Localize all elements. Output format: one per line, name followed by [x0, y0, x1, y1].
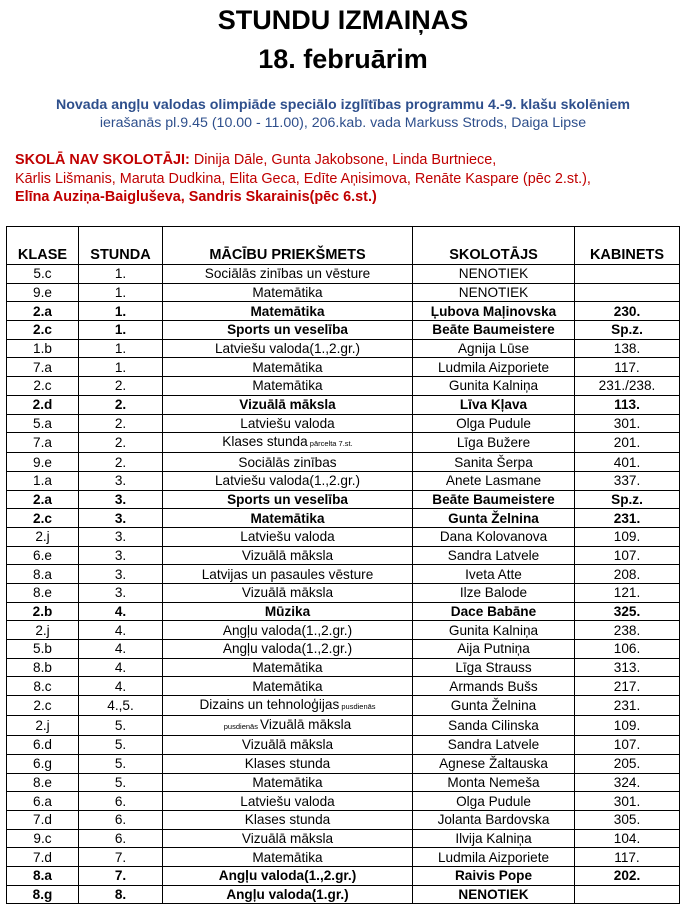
cell-klase: 1.b — [7, 339, 79, 358]
cell-subject — [163, 716, 413, 736]
cell-room: 113. — [575, 395, 680, 414]
table-row — [7, 395, 680, 414]
cell-room: 217. — [575, 677, 680, 696]
subject-name: Sociālās zinības — [238, 454, 337, 470]
cell-room: 121. — [575, 584, 680, 603]
cell-subject — [163, 565, 413, 584]
subject-name: Matemātika — [252, 378, 323, 394]
table-row — [7, 602, 680, 621]
cell-subject — [163, 810, 413, 829]
table-row — [7, 302, 680, 321]
cell-stunda: 5. — [79, 716, 163, 736]
cell-klase: 8.b — [7, 658, 79, 677]
cell-room: 305. — [575, 810, 680, 829]
cell-klase: 2.d — [7, 395, 79, 414]
subject-name: Matemātika — [250, 303, 325, 319]
subject-name: Matemātika — [252, 285, 323, 301]
cell-klase: 8.a — [7, 866, 79, 885]
header-teacher: SKOLOTĀJS — [413, 227, 575, 265]
cell-stunda: 3. — [79, 509, 163, 528]
subject-name: Mūzika — [264, 604, 311, 620]
cell-stunda: 5. — [79, 773, 163, 792]
cell-room: 324. — [575, 773, 680, 792]
cell-klase: 8.e — [7, 584, 79, 603]
cell-teacher: Ludmila Aizporiete — [413, 358, 575, 377]
cell-subject — [163, 848, 413, 867]
subject-name: Sports un veselība — [227, 322, 348, 338]
cell-klase: 5.b — [7, 640, 79, 659]
cell-klase: 6.a — [7, 792, 79, 811]
cell-klase: 7.d — [7, 810, 79, 829]
subject-name: Latviešu valoda(1.,2.gr.) — [214, 473, 361, 489]
cell-stunda: 3. — [79, 490, 163, 509]
cell-klase: 6.d — [7, 736, 79, 755]
cell-teacher: Dace Babāne — [413, 602, 575, 621]
cell-teacher: Gunta Želnina — [413, 509, 575, 528]
cell-room: 313. — [575, 658, 680, 677]
cell-stunda: 1. — [79, 321, 163, 340]
table-row — [7, 716, 680, 736]
cell-teacher: Beāte Baumeistere — [413, 321, 575, 340]
cell-subject — [163, 358, 413, 377]
cell-room: 230. — [575, 302, 680, 321]
cell-klase: 8.c — [7, 677, 79, 696]
cell-teacher: NENOTIEK — [413, 265, 575, 284]
cell-room: 109. — [575, 527, 680, 546]
cell-klase: 9.c — [7, 829, 79, 848]
cell-room: 325. — [575, 602, 680, 621]
subject-name: Matemātika — [252, 849, 323, 865]
cell-stunda: 4. — [79, 602, 163, 621]
cell-subject — [163, 602, 413, 621]
table-row — [7, 565, 680, 584]
page-date: 18. februārim — [258, 44, 428, 74]
cell-room: 337. — [575, 471, 680, 490]
cell-klase: 2.c — [7, 509, 79, 528]
cell-klase: 9.e — [7, 283, 79, 302]
cell-teacher: Ļubova Maļinovska — [413, 302, 575, 321]
cell-subject — [163, 339, 413, 358]
cell-teacher: Ilze Balode — [413, 584, 575, 603]
absent-teachers — [15, 151, 680, 207]
cell-subject — [163, 640, 413, 659]
subject-name: Vizuālā māksla — [239, 397, 336, 413]
cell-subject — [163, 829, 413, 848]
cell-stunda: 5. — [79, 736, 163, 755]
cell-subject — [163, 546, 413, 565]
table-row — [7, 810, 680, 829]
cell-room: 205. — [575, 754, 680, 773]
cell-klase: 2.j — [7, 621, 79, 640]
cell-room: 301. — [575, 792, 680, 811]
cell-teacher: Jolanta Bardovska — [413, 810, 575, 829]
cell-stunda: 2. — [79, 433, 163, 453]
cell-teacher: Agnija Lūse — [413, 339, 575, 358]
cell-stunda: 3. — [79, 584, 163, 603]
cell-stunda: 2. — [79, 453, 163, 472]
cell-subject — [163, 658, 413, 677]
subject-name: Vizuālā māksla — [241, 547, 334, 563]
cell-subject — [163, 377, 413, 396]
header-stunda: STUNDA — [79, 227, 163, 265]
cell-room: Sp.z. — [575, 321, 680, 340]
table-row — [7, 527, 680, 546]
table-row — [7, 736, 680, 755]
subject-note: pārcelta 7.st. — [307, 439, 353, 449]
cell-stunda: 1. — [79, 265, 163, 284]
header-klase: KLASE — [7, 227, 79, 265]
cell-teacher: Beāte Baumeistere — [413, 490, 575, 509]
subject-name: Dizains un tehnoloģijas — [199, 697, 340, 713]
subject-name: Klases stunda — [222, 434, 308, 450]
cell-room: 231. — [575, 509, 680, 528]
cell-stunda: 1. — [79, 302, 163, 321]
cell-subject — [163, 453, 413, 472]
cell-stunda: 4.,5. — [79, 696, 163, 716]
cell-room: 238. — [575, 621, 680, 640]
table-row — [7, 829, 680, 848]
cell-subject — [163, 302, 413, 321]
cell-stunda: 1. — [79, 358, 163, 377]
cell-room — [575, 885, 680, 904]
cell-subject — [163, 265, 413, 284]
cell-teacher: Sandra Latvele — [413, 736, 575, 755]
cell-subject — [163, 677, 413, 696]
subject-name: Vizuālā māksla — [260, 717, 352, 733]
cell-stunda: 2. — [79, 414, 163, 433]
cell-stunda: 3. — [79, 471, 163, 490]
cell-subject — [163, 621, 413, 640]
subject-name: Matemātika — [252, 678, 323, 694]
cell-room: 109. — [575, 716, 680, 736]
cell-klase: 7.d — [7, 848, 79, 867]
cell-subject — [163, 321, 413, 340]
table-row — [7, 885, 680, 904]
cell-klase: 2.c — [7, 321, 79, 340]
table-row — [7, 584, 680, 603]
table-row — [7, 754, 680, 773]
cell-room: Sp.z. — [575, 490, 680, 509]
cell-room: 231./238. — [575, 377, 680, 396]
absent-line-1 — [15, 151, 680, 170]
cell-stunda: 6. — [79, 810, 163, 829]
event-notice — [0, 96, 686, 132]
cell-klase: 5.c — [7, 265, 79, 284]
cell-klase: 6.g — [7, 754, 79, 773]
cell-stunda: 4. — [79, 640, 163, 659]
cell-klase: 8.e — [7, 773, 79, 792]
table-row — [7, 866, 680, 885]
subject-note: pusdienās — [339, 702, 376, 712]
absent-label: SKOLĀ NAV SKOLOTĀJI: — [15, 152, 190, 168]
subject-name: Angļu valoda(1.,2.gr.) — [222, 641, 353, 657]
cell-room: 107. — [575, 736, 680, 755]
subject-name: Latvijas un pasaules vēsture — [201, 566, 374, 582]
subject-name: Latviešu valoda — [240, 529, 335, 545]
cell-stunda: 7. — [79, 848, 163, 867]
cell-room: 117. — [575, 848, 680, 867]
cell-stunda: 6. — [79, 792, 163, 811]
cell-teacher: Gunita Kalniņa — [413, 377, 575, 396]
table-row — [7, 509, 680, 528]
table-row — [7, 433, 680, 453]
subject-name: Sociālās zinības un vēsture — [204, 266, 371, 282]
cell-teacher: NENOTIEK — [413, 885, 575, 904]
cell-stunda: 2. — [79, 395, 163, 414]
table-row — [7, 658, 680, 677]
table-row — [7, 621, 680, 640]
subject-name: Matemātika — [250, 510, 325, 526]
table-row — [7, 283, 680, 302]
cell-teacher: Līga Strauss — [413, 658, 575, 677]
table-row — [7, 773, 680, 792]
cell-room: 106. — [575, 640, 680, 659]
cell-stunda: 7. — [79, 866, 163, 885]
cell-subject — [163, 433, 413, 453]
cell-room: 202. — [575, 866, 680, 885]
cell-teacher: Agnese Žaltauska — [413, 754, 575, 773]
cell-stunda: 1. — [79, 339, 163, 358]
subject-name: Vizuālā māksla — [241, 737, 334, 753]
table-row — [7, 677, 680, 696]
cell-subject — [163, 283, 413, 302]
cell-room: 208. — [575, 565, 680, 584]
cell-stunda: 3. — [79, 546, 163, 565]
cell-teacher: Raivis Pope — [413, 866, 575, 885]
table-row — [7, 321, 680, 340]
table-row — [7, 339, 680, 358]
cell-subject — [163, 866, 413, 885]
cell-teacher: Līva Kļava — [413, 395, 575, 414]
cell-subject — [163, 792, 413, 811]
table-row — [7, 414, 680, 433]
cell-subject — [163, 471, 413, 490]
page-title: STUNDU IZMAIŅAS — [217, 5, 469, 35]
cell-room: 401. — [575, 453, 680, 472]
cell-subject — [163, 696, 413, 716]
cell-klase: 2.b — [7, 602, 79, 621]
cell-subject — [163, 509, 413, 528]
absent-names-3: Elīna Auziņa-Baigluševa, Sandris Skarainis(pēc 6.st.) — [15, 189, 377, 206]
table-header-row — [7, 227, 680, 265]
subject-name: Vizuālā māksla — [241, 830, 334, 846]
subject-name: Angļu valoda(1.,2.gr.) — [218, 868, 357, 884]
cell-teacher: Aija Putniņa — [413, 640, 575, 659]
table-row — [7, 640, 680, 659]
subject-name: Vizuālā māksla — [241, 585, 334, 601]
cell-klase: 2.j — [7, 716, 79, 736]
cell-klase: 5.a — [7, 414, 79, 433]
cell-stunda: 5. — [79, 754, 163, 773]
cell-room: 104. — [575, 829, 680, 848]
subject-name: Matemātika — [252, 359, 323, 375]
header-room: KABINETS — [575, 227, 680, 265]
cell-room: 138. — [575, 339, 680, 358]
cell-room: 201. — [575, 433, 680, 453]
cell-stunda: 8. — [79, 885, 163, 904]
cell-room: 117. — [575, 358, 680, 377]
schedule-table — [6, 226, 680, 904]
event-title: Novada angļu valodas olimpiāde speciālo izglītības programmu 4.-9. klašu skolēniem — [56, 97, 630, 113]
cell-subject — [163, 773, 413, 792]
subject-name: Klases stunda — [244, 812, 331, 828]
cell-teacher: Gunita Kalniņa — [413, 621, 575, 640]
subject-name: Angļu valoda(1.gr.) — [226, 886, 349, 902]
cell-klase: 2.j — [7, 527, 79, 546]
table-row — [7, 696, 680, 716]
cell-subject — [163, 885, 413, 904]
cell-teacher: Anete Lasmane — [413, 471, 575, 490]
cell-teacher: NENOTIEK — [413, 283, 575, 302]
table-row — [7, 792, 680, 811]
cell-klase: 2.a — [7, 302, 79, 321]
cell-stunda: 1. — [79, 283, 163, 302]
subject-name: Latviešu valoda — [240, 415, 335, 431]
cell-klase: 7.a — [7, 358, 79, 377]
cell-stunda: 4. — [79, 677, 163, 696]
cell-stunda: 3. — [79, 565, 163, 584]
cell-stunda: 6. — [79, 829, 163, 848]
cell-teacher: Ludmila Aizporiete — [413, 848, 575, 867]
table-row — [7, 377, 680, 396]
absent-names-2: Kārlis Lišmanis, Maruta Dudkina, Elita Geca, Edīte Aņisimova, Renāte Kaspare (pēc 2.st.), — [15, 170, 591, 187]
cell-teacher: Līga Bužere — [413, 433, 575, 453]
cell-subject — [163, 527, 413, 546]
table-row — [7, 358, 680, 377]
subject-name: Angļu valoda(1.,2.gr.) — [222, 622, 353, 638]
cell-klase: 7.a — [7, 433, 79, 453]
table-row — [7, 265, 680, 284]
cell-room — [575, 265, 680, 284]
cell-teacher: Sanita Šerpa — [413, 453, 575, 472]
table-row — [7, 546, 680, 565]
subject-name: Matemātika — [252, 660, 323, 676]
cell-stunda: 3. — [79, 527, 163, 546]
cell-klase: 1.a — [7, 471, 79, 490]
event-details: ierašanās pl.9.45 (10.00 - 11.00), 206.kab. vada Markuss Strods, Daiga Lipse — [99, 115, 587, 131]
cell-klase: 8.a — [7, 565, 79, 584]
subject-prefix-note: pusdienās — [223, 722, 261, 732]
cell-klase: 9.e — [7, 453, 79, 472]
subject-name: Sports un veselība — [227, 491, 348, 507]
cell-teacher: Dana Kolovanova — [413, 527, 575, 546]
subject-name: Latviešu valoda — [240, 793, 335, 809]
cell-stunda: 2. — [79, 377, 163, 396]
cell-room: 107. — [575, 546, 680, 565]
cell-stunda: 4. — [79, 658, 163, 677]
cell-subject — [163, 754, 413, 773]
cell-subject — [163, 414, 413, 433]
cell-klase: 2.c — [7, 377, 79, 396]
cell-teacher: Armands Bušs — [413, 677, 575, 696]
cell-room: 301. — [575, 414, 680, 433]
cell-klase: 6.e — [7, 546, 79, 565]
subject-name: Matemātika — [252, 774, 323, 790]
cell-teacher: Sanda Cilinska — [413, 716, 575, 736]
cell-teacher: Gunta Želnina — [413, 696, 575, 716]
subject-name: Klases stunda — [244, 756, 331, 772]
cell-room — [575, 283, 680, 302]
cell-teacher: Monta Nemeša — [413, 773, 575, 792]
cell-klase: 8.g — [7, 885, 79, 904]
cell-teacher: Olga Pudule — [413, 792, 575, 811]
header-subject: MĀCĪBU PRIEKŠMETS — [163, 227, 413, 265]
table-row — [7, 471, 680, 490]
table-body — [7, 265, 680, 904]
table-row — [7, 848, 680, 867]
cell-subject — [163, 584, 413, 603]
cell-klase: 2.a — [7, 490, 79, 509]
cell-subject — [163, 395, 413, 414]
cell-subject — [163, 736, 413, 755]
cell-stunda: 4. — [79, 621, 163, 640]
cell-teacher: Iveta Atte — [413, 565, 575, 584]
cell-teacher: Sandra Latvele — [413, 546, 575, 565]
cell-room: 231. — [575, 696, 680, 716]
absent-names-1: Dinija Dāle, Gunta Jakobsone, Linda Burtniece, — [189, 152, 497, 168]
cell-klase: 2.c — [7, 696, 79, 716]
cell-subject — [163, 490, 413, 509]
table-row — [7, 453, 680, 472]
subject-name: Latviešu valoda(1.,2.gr.) — [214, 341, 361, 357]
table-row — [7, 490, 680, 509]
cell-teacher: Olga Pudule — [413, 414, 575, 433]
cell-teacher: Ilvija Kalniņa — [413, 829, 575, 848]
